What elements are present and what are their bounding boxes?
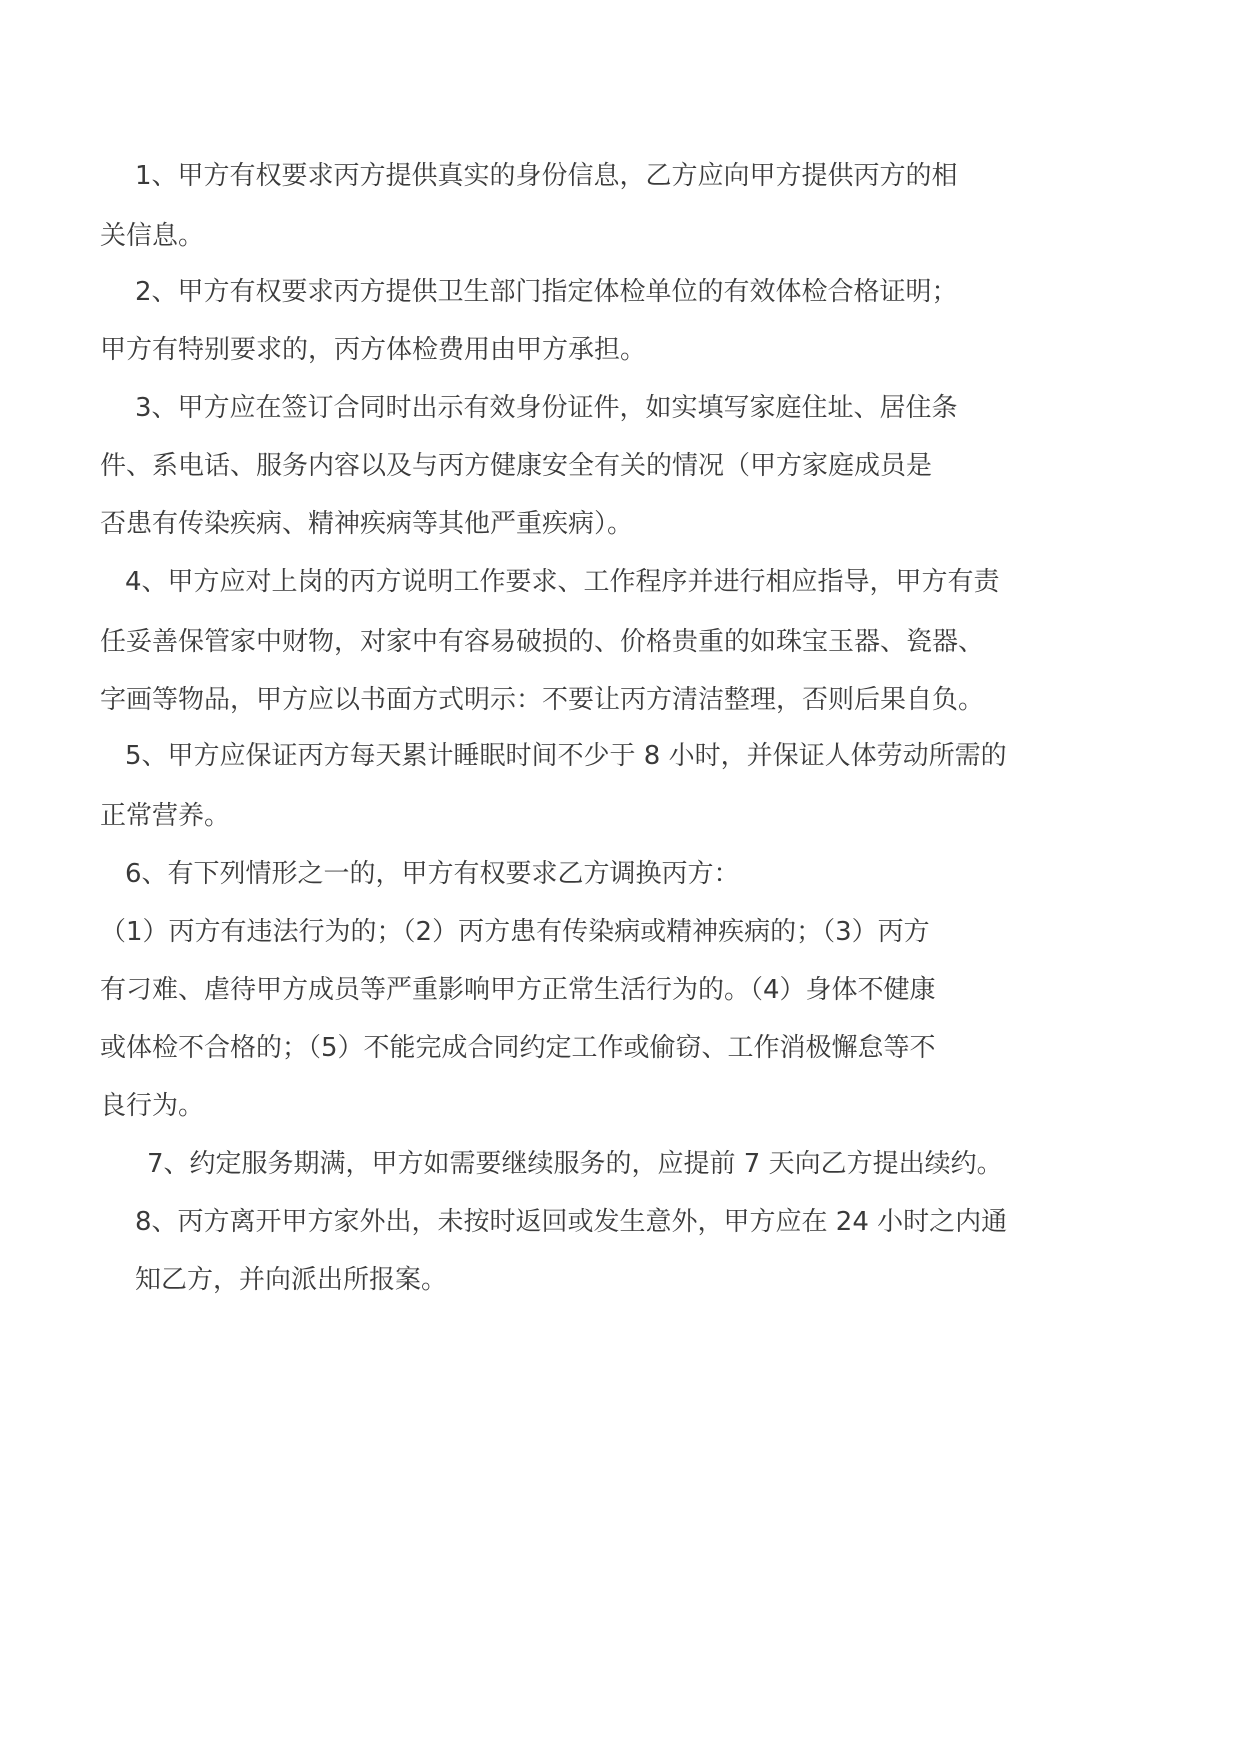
clause-5-line-1: 5、甲方应保证丙方每天累计睡眠时间不少于 8 小时，并保证人体劳动所需的	[125, 741, 1007, 771]
clause-1-line-1: 1、甲方有权要求丙方提供真实的身份信息，乙方应向甲方提供丙方的相	[135, 161, 958, 191]
clause-4-line-3: 字画等物品，甲方应以书面方式明示：不要让丙方清洁整理，否则后果自负。	[100, 685, 985, 715]
clause-6-line-2: （1）丙方有违法行为的；（2）丙方患有传染病或精神疾病的；（3）丙方	[100, 917, 930, 947]
clause-3-line-3: 否患有传染疾病、精神疾病等其他严重疾病）。	[100, 509, 634, 539]
clause-4-line-2: 任妥善保管家中财物，对家中有容易破损的、价格贵重的如珠宝玉器、瓷器、	[100, 627, 985, 657]
clause-3-line-2: 件、系电话、服务内容以及与丙方健康安全有关的情况（甲方家庭成员是	[100, 451, 933, 481]
clause-8-line-2: 知乙方，并向派出所报案。	[135, 1265, 448, 1295]
clause-1-line-2: 关信息。	[100, 221, 205, 251]
clause-2-line-2: 甲方有特别要求的，丙方体检费用由甲方承担。	[100, 335, 647, 365]
clause-6-line-1: 6、有下列情形之一的，甲方有权要求乙方调换丙方：	[125, 859, 740, 889]
clause-8-line-1: 8、丙方离开甲方家外出，未按时返回或发生意外，甲方应在 24 小时之内通	[135, 1207, 1008, 1237]
clause-6-line-3: 有刁难、虐待甲方成员等严重影响甲方正常生活行为的。（4）身体不健康	[100, 975, 936, 1005]
clause-6-line-5: 良行为。	[100, 1091, 205, 1121]
clause-7-line-1: 7、约定服务期满，甲方如需要继续服务的，应提前 7 天向乙方提出续约。	[147, 1149, 1003, 1179]
clause-5-line-2: 正常营养。	[100, 801, 231, 831]
clause-6-line-4: 或体检不合格的；（5）不能完成合同约定工作或偷窃、工作消极懈怠等不	[100, 1033, 936, 1063]
clause-4-line-1: 4、甲方应对上岗的丙方说明工作要求、工作程序并进行相应指导，甲方有责	[125, 567, 1000, 597]
clause-3-line-1: 3、甲方应在签订合同时出示有效身份证件，如实填写家庭住址、居住条	[135, 393, 958, 423]
clause-2-line-1: 2、甲方有权要求丙方提供卫生部门指定体检单位的有效体检合格证明；	[135, 277, 958, 307]
